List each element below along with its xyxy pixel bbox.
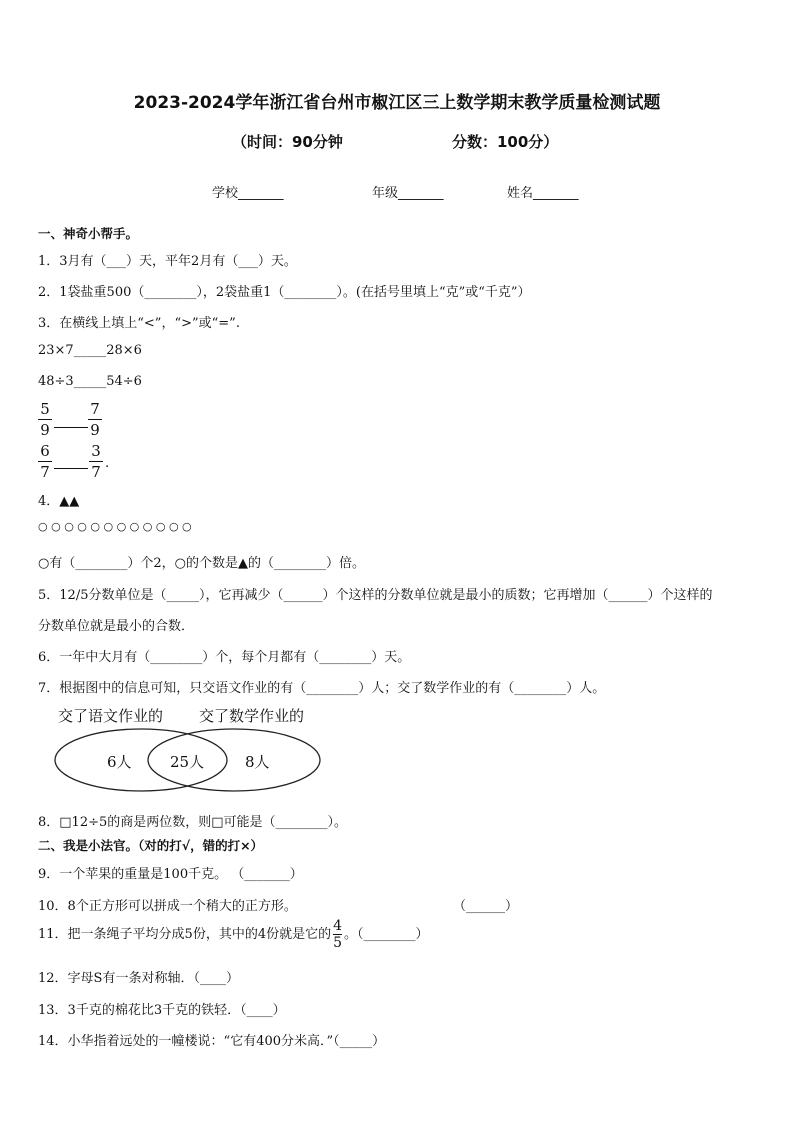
question-10-blank: （______） — [453, 899, 519, 914]
fraction-6-7: 6 7 — [38, 442, 52, 481]
compare-blank — [54, 427, 88, 428]
compare-blank — [54, 468, 88, 469]
question-12: 12．字母S有一条对称轴．（____） — [38, 971, 239, 986]
venn-left-label: 交了语文作业的 — [58, 707, 164, 725]
question-5: 5．12/5分数单位是（_____），它再减少（______）个这样的分数单位就是最小的质数；它再增加（______）个这样的 — [38, 588, 713, 603]
fraction-7-9: 7 9 — [88, 400, 102, 439]
question-2: 2．1袋盐重500（________），2袋盐重1（________）。(在括号里填上“克”或“千克”） — [38, 285, 531, 300]
question-4b: ○有（________）个2，○的个数是▲的（________）倍。 — [38, 556, 365, 571]
question-3a: 23×7_____28×6 — [38, 343, 142, 358]
fraction-3-7: 3 7 — [89, 442, 103, 481]
fraction-5-9: 5 9 — [38, 400, 52, 439]
time-info: （时间：90分钟 — [232, 133, 343, 151]
question-10: 10．8个正方形可以拼成一个稍大的正方形。 — [38, 899, 297, 914]
section-2-heading: 二、我是小法官。（对的打√，错的打×） — [38, 838, 264, 853]
question-3b: 48÷3_____54÷6 — [38, 374, 142, 389]
venn-right-only: 8人 — [245, 753, 270, 771]
section-1-heading: 一、神奇小帮手。 — [38, 226, 139, 241]
venn-right-label: 交了数学作业的 — [199, 707, 305, 725]
question-1: 1．3月有（___）天，平年2月有（___）天。 — [38, 254, 297, 269]
period: . — [105, 456, 110, 471]
circle-row: ○ ○ ○ ○ ○ ○ ○ ○ ○ ○ ○ ○ — [38, 520, 192, 533]
page-title: 2023-2024学年浙江省台州市椒江区三上数学期末教学质量检测试题 — [133, 93, 661, 113]
question-5-cont: 分数单位就是最小的合数． — [38, 619, 195, 634]
question-4: 4．▲▲ — [38, 494, 80, 509]
question-8: 8．□12÷5的商是两位数，则□可能是（________）。 — [38, 815, 348, 830]
fraction-4-5: $\frac{4}{5}$ — [333, 918, 343, 951]
question-13: 13．3千克的棉花比3千克的铁轻．（____） — [38, 1003, 286, 1018]
venn-left-only: 6人 — [107, 753, 132, 771]
venn-overlap: 25人 — [170, 753, 205, 771]
question-14: 14．小华指着远处的一幢楼说：“它有400分米高．”（_____） — [38, 1034, 386, 1049]
school-field: 学校_______ — [212, 186, 284, 201]
question-9: 9．一个苹果的重量是100千克。 （_______） — [38, 867, 303, 882]
question-6: 6．一年中大月有（________）个，每个月都有（________）天。 — [38, 650, 411, 665]
score-info: 分数：100分） — [452, 133, 559, 151]
question-3: 3．在横线上填上“<”，“>”或“=”. — [38, 316, 240, 331]
question-11-blank: 。（________） — [344, 927, 429, 942]
question-11-text: 11．把一条绳子平均分成5份，其中的4份就是它的 — [38, 927, 332, 942]
name-field: 姓名_______ — [507, 186, 579, 201]
question-11 — [38, 918, 429, 951]
grade-field: 年级_______ — [372, 186, 444, 201]
question-7: 7．根据图中的信息可知，只交语文作业的有（________）人；交了数学作业的有（________）人。 — [38, 681, 606, 696]
